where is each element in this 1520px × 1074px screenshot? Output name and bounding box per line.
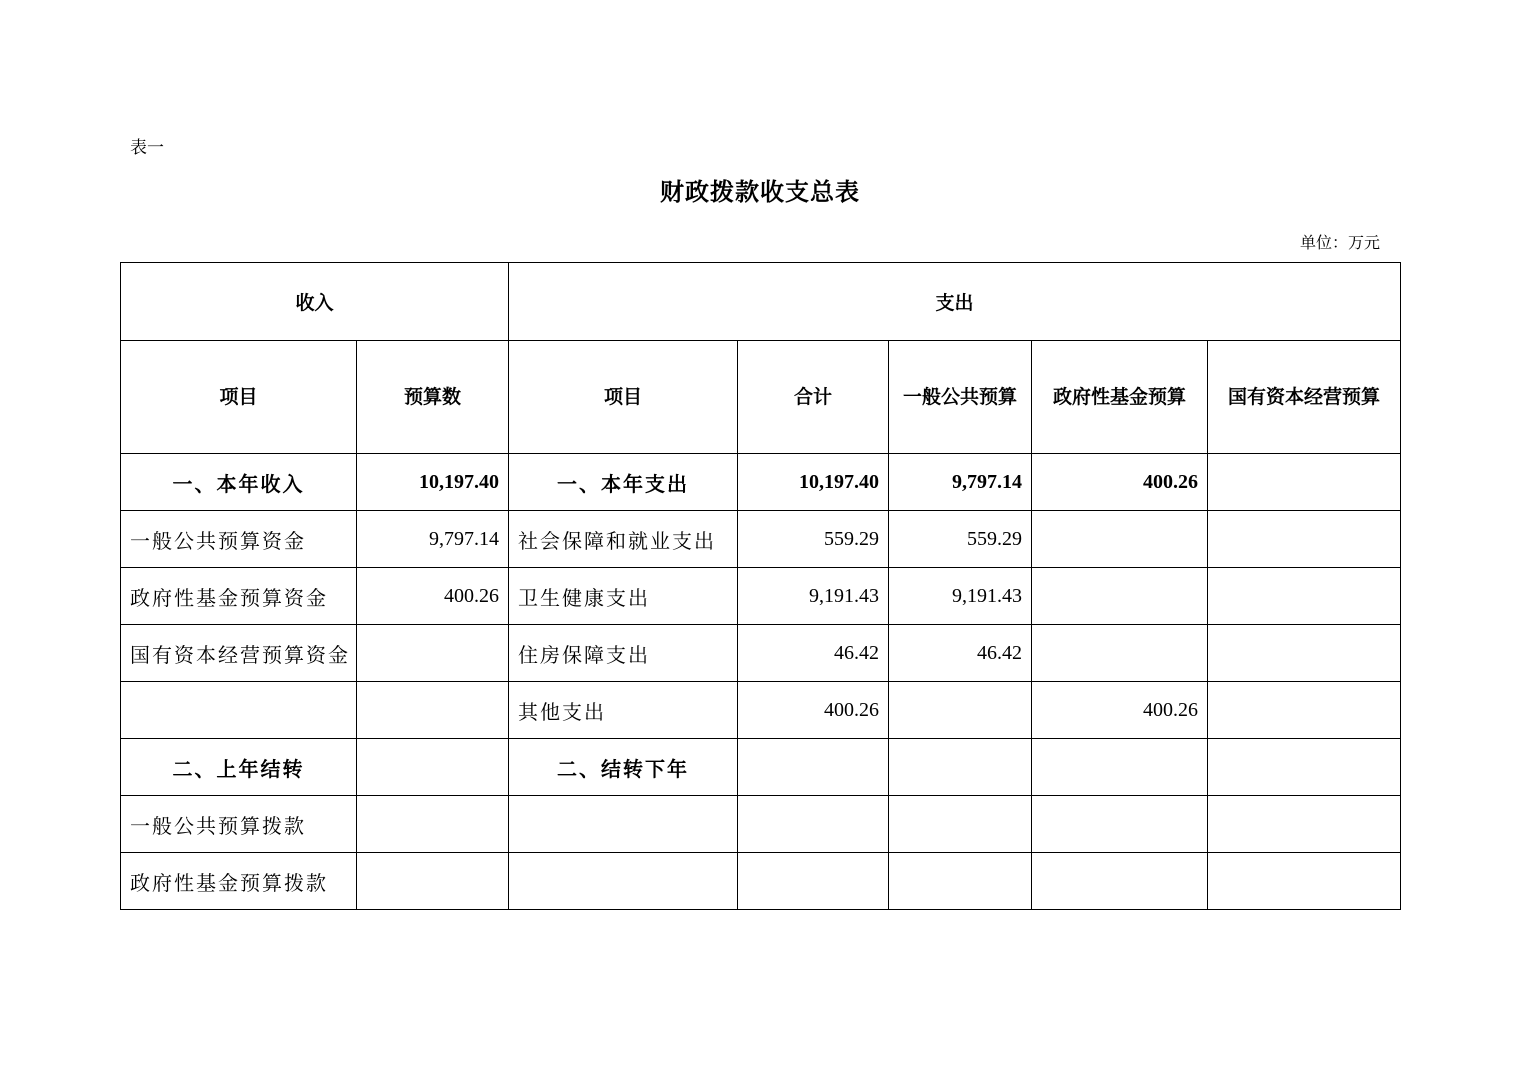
col-budget-amount: 预算数 (357, 341, 509, 454)
income-amount: 9,797.14 (357, 511, 509, 568)
expense-general (889, 739, 1032, 796)
expense-item: 二、结转下年 (509, 739, 738, 796)
income-header: 收入 (121, 263, 509, 341)
col-expense-item: 项目 (509, 341, 738, 454)
expense-general: 9,797.14 (889, 454, 1032, 511)
expense-total (738, 853, 889, 910)
income-amount (357, 739, 509, 796)
income-item: 一般公共预算拨款 (121, 796, 357, 853)
table-row (121, 625, 1401, 682)
expense-total: 10,197.40 (738, 454, 889, 511)
income-item (121, 682, 357, 739)
expense-gov-fund (1032, 625, 1208, 682)
expense-general (889, 853, 1032, 910)
fiscal-appropriation-table (120, 262, 1401, 910)
table-row (121, 682, 1401, 739)
expense-state-capital (1208, 511, 1401, 568)
income-amount: 10,197.40 (357, 454, 509, 511)
expense-item: 住房保障支出 (509, 625, 738, 682)
col-gov-fund-budget: 政府性基金预算 (1032, 341, 1208, 454)
header-row-2 (121, 341, 1401, 454)
expense-total: 46.42 (738, 625, 889, 682)
expense-item: 卫生健康支出 (509, 568, 738, 625)
income-item: 国有资本经营预算资金 (121, 625, 357, 682)
income-amount: 400.26 (357, 568, 509, 625)
table-row (121, 454, 1401, 511)
expense-total: 400.26 (738, 682, 889, 739)
table-row (121, 739, 1401, 796)
expense-item (509, 796, 738, 853)
table-row (121, 511, 1401, 568)
income-item: 一、本年收入 (121, 454, 357, 511)
expense-total (738, 796, 889, 853)
expense-state-capital (1208, 625, 1401, 682)
document-title: 财政拨款收支总表 (660, 180, 860, 206)
expense-general: 46.42 (889, 625, 1032, 682)
expense-gov-fund (1032, 739, 1208, 796)
header-row-1 (121, 263, 1401, 341)
income-item: 二、上年结转 (121, 739, 357, 796)
income-item: 政府性基金预算拨款 (121, 853, 357, 910)
expense-total: 559.29 (738, 511, 889, 568)
expense-general: 9,191.43 (889, 568, 1032, 625)
expense-header: 支出 (509, 263, 1401, 341)
table-row (121, 796, 1401, 853)
income-amount (357, 853, 509, 910)
expense-state-capital (1208, 739, 1401, 796)
expense-total (738, 739, 889, 796)
expense-total: 9,191.43 (738, 568, 889, 625)
table-row (121, 568, 1401, 625)
col-state-capital-budget: 国有资本经营预算 (1208, 341, 1401, 454)
income-item: 一般公共预算资金 (121, 511, 357, 568)
expense-gov-fund: 400.26 (1032, 682, 1208, 739)
expense-item: 一、本年支出 (509, 454, 738, 511)
expense-gov-fund (1032, 568, 1208, 625)
table-row (121, 853, 1401, 910)
expense-gov-fund: 400.26 (1032, 454, 1208, 511)
expense-general (889, 796, 1032, 853)
expense-gov-fund (1032, 511, 1208, 568)
income-amount (357, 625, 509, 682)
income-amount (357, 682, 509, 739)
expense-state-capital (1208, 454, 1401, 511)
expense-gov-fund (1032, 796, 1208, 853)
expense-state-capital (1208, 796, 1401, 853)
expense-state-capital (1208, 568, 1401, 625)
expense-gov-fund (1032, 853, 1208, 910)
expense-general (889, 682, 1032, 739)
table-label: 表一 (130, 138, 164, 157)
expense-item: 社会保障和就业支出 (509, 511, 738, 568)
expense-state-capital (1208, 853, 1401, 910)
col-general-budget: 一般公共预算 (889, 341, 1032, 454)
col-income-item: 项目 (121, 341, 357, 454)
income-amount (357, 796, 509, 853)
expense-item (509, 853, 738, 910)
expense-state-capital (1208, 682, 1401, 739)
expense-general: 559.29 (889, 511, 1032, 568)
expense-item: 其他支出 (509, 682, 738, 739)
unit-label: 单位：万元 (1300, 235, 1381, 252)
income-item: 政府性基金预算资金 (121, 568, 357, 625)
col-total: 合计 (738, 341, 889, 454)
